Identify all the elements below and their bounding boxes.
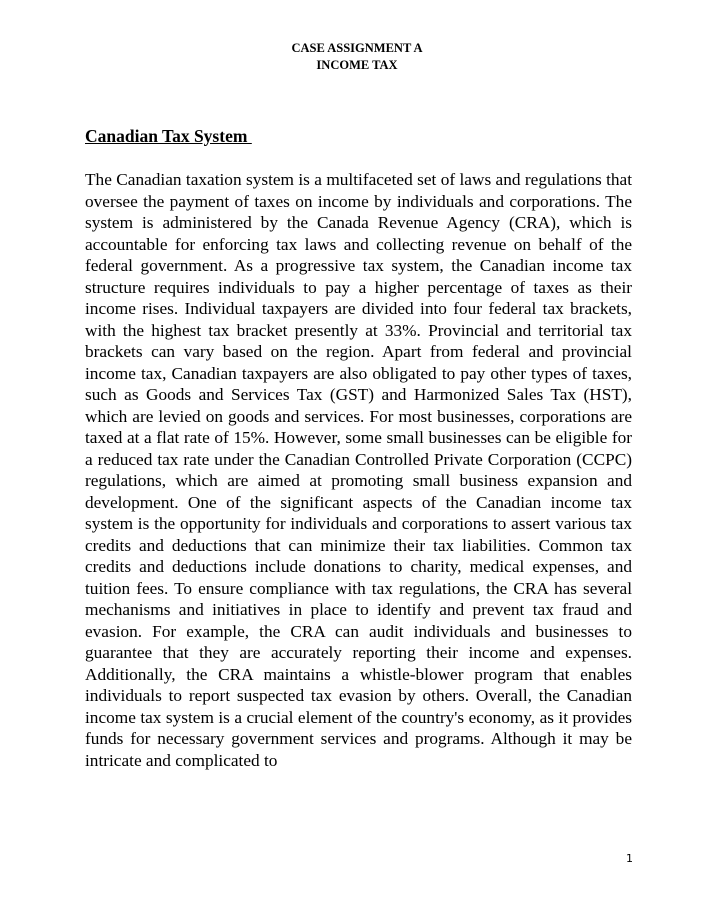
document-header	[0, 40, 714, 74]
body-paragraph: The Canadian taxation system is a multifaceted set of laws and regulations that oversee the payment of taxes on income by individuals and corporations. The system is administered by the Canada Revenue Agency (CRA), which is accountable for enforcing tax laws and collecting revenue on behalf of the federal government. As a progressive tax system, the Canadian income tax structure requires individuals to pay a higher percentage of taxes as their income rises. Individual taxpayers are divided into four federal tax brackets, with the highest tax bracket presently at 33%. Provincial and territorial tax brackets can vary based on the region. Apart from federal and provincial income tax, Canadian taxpayers are also obligated to pay other types of taxes, such as Goods and Services Tax (GST) and Harmonized Sales Tax (HST), which are levied on goods and services. For most businesses, corporations are taxed at a flat rate of 15%. However, some small businesses can be eligible for a reduced tax rate under the Canadian Controlled Private Corporation (CCPC) regulations, which are aimed at promoting small business expansion and development. One of the significant aspects of the Canadian income tax system is the opportunity for individuals and corporations to assert various tax credits and deductions that can minimize their tax liabilities. Common tax credits and deductions include donations to charity, medical expenses, and tuition fees. To ensure compliance with tax regulations, the CRA has several mechanisms and initiatives in place to identify and prevent tax fraud and evasion. For example, the CRA can audit individuals and businesses to guarantee that they are accurately reporting their income and expenses. Additionally, the CRA maintains a whistle-blower program that enables individuals to report suspected tax evasion by others. Overall, the Canadian income tax system is a crucial element of the country's economy, as it provides funds for necessary government services and programs. Although it may be intricate and complicated to	[85, 170, 632, 770]
header-subtitle: INCOME TAX	[316, 58, 398, 72]
page-number: 1	[626, 852, 633, 865]
header-title: CASE ASSIGNMENT A	[291, 41, 423, 55]
section-heading: Canadian Tax System	[85, 126, 252, 146]
